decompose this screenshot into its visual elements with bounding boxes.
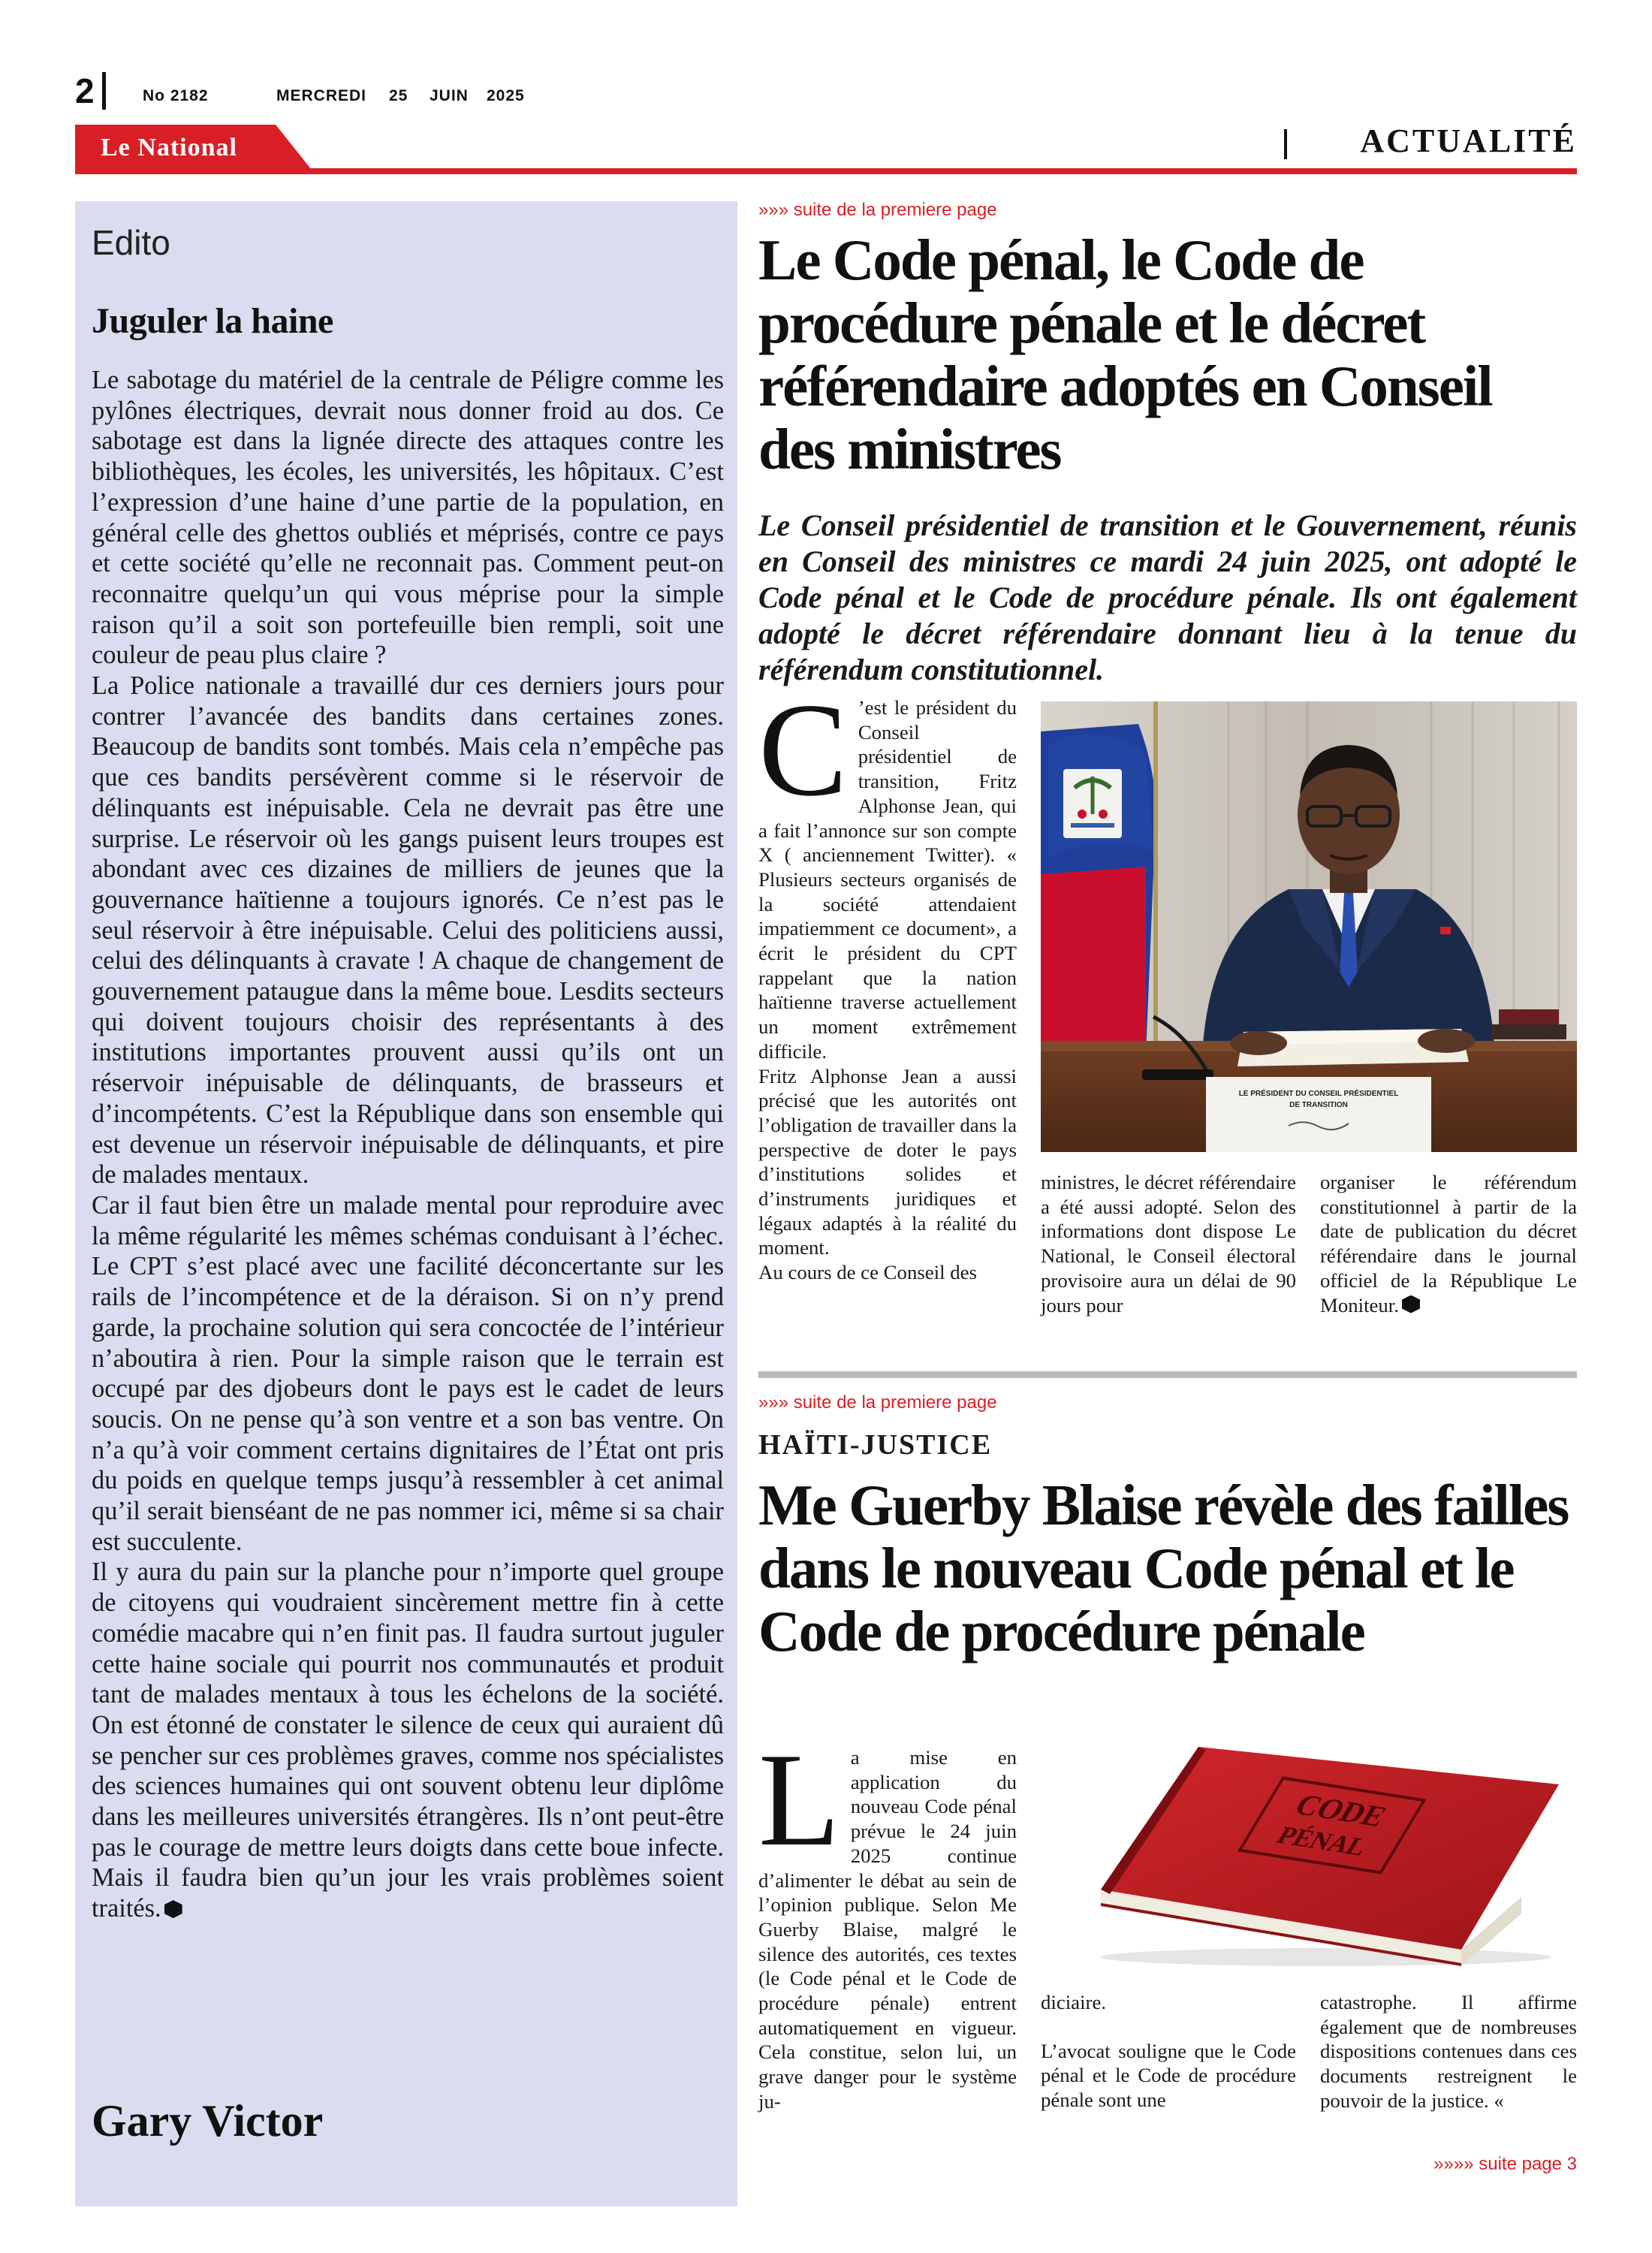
day: 25 (389, 87, 408, 104)
month: JUIN (430, 87, 469, 104)
continued-to-link[interactable]: »»»» suite page 3 (1433, 2154, 1577, 2174)
end-of-article-icon (164, 1900, 182, 1918)
header-rule (75, 168, 1577, 174)
article2-column-3: catastrophe. Il affirme également que de nombreuses dispositions contenues dans ces documents restreignent le pouvoir de la justice. « (1320, 1991, 1577, 2112)
book-title-line-1: CODE (1289, 1788, 1393, 1833)
article1-column-2: ministres, le décret référendaire a été aussi adopté. Selon des informations dont dispose Le National, le Conseil électoral provisoire aura un délai de 90 jours pour (1041, 1171, 1296, 1317)
president-photo (1041, 701, 1577, 1152)
article1-deck: Le Conseil présidentiel de transition et le Gouvernement, réunis en Conseil des ministres ce mardi 24 juin 2025, ont adopté le Code pénal et le Code de procédure pénale. Ils ont également adopté le décret référendaire donnant lieu à la tenue du référendum constitutionnel. (758, 508, 1577, 686)
editorial-last-text: Il y aura du pain sur la planche pour n’importe quel groupe de citoyens qui voudraient sincèrement mettre fin à cette comédie macabre qui n’en finit pas. Il faudra surtout juguler cette haine sociale qui pourrit nos communautés et produit tant de malades mentaux à tous les échelons de la société. On est étonné de constater le silence de ceux qui auraient dû se pencher sur ces problèmes graves, comme nos spécialistes des sciences humaines qui ont souvent obtenu leur diplôme dans les meilleures universités étrangères. Ils n’ont peut-être pas le courage de mettre leurs doigts dans cette boue infecte. Mais il faudra bien qu’un jour les vrais problèmes soient traités. (92, 1558, 724, 1923)
editorial-author: Gary Victor (92, 2096, 324, 2146)
article1-column-1 (758, 675, 1017, 1285)
article1-lead-text: ’est le président du Conseil présidentiel de transition, Fritz Alphonse Jean, qui a fait l’annonce sur son compte X ( anciennement Twitter). « Plusieurs secteurs organisés de la société attendaient impatiemment ce document», a écrit le président du CPT rappelant que la nation haïtienne traverse actuellement un moment extrêmement difficile. (758, 696, 1017, 1063)
book-title-line-2: PÉNAL (1271, 1820, 1373, 1862)
header-separator (102, 72, 106, 110)
editorial-body (92, 365, 724, 1924)
article2-lead-text: a mise en application du nouveau Code pénal prévue le 24 juin 2025 continue d’alimenter le débat au sein de l’opinion publique. Selon Me Guerby Blaise, malgré le silence des autorités, ces textes (le Code pénal et le Code de procédure pénale) entrent automatiquement en vigueur. Cela constitue, selon lui, un grave danger pour le système ju- (758, 1746, 1017, 2113)
editorial-title: Juguler la haine (92, 301, 333, 341)
book-illustration (1041, 1739, 1577, 1969)
article1-column-3 (1320, 1170, 1577, 1317)
editorial-paragraph: Car il faut bien être un malade mental pour reproduire avec la même régularité les mêmes schémas conduisant à l’échec. Le CPT s’est placé avec une facilité déconcertante sur les rails de l’incompétence et de la déraison. Si on n’y prend garde, la prochaine solution qui sera concoctée de l’intérieur n’aboutira à rien. Pour la simple raison que le terrain est occupé par des djobeurs dont le pays est le cadet de leurs soucis. On ne pense qu’à son ventre et a son bas ventre. On n’a qu’à voir comment certains dignitaires de l’État ont pris du poids en quelque temps jusqu’à ressembler à cet animal qu’il serait bienséant de ne pas nommer ici, même si sa chair est succulente. (92, 1190, 724, 1556)
year: 2025 (487, 87, 525, 104)
issue-number: No 2182 (143, 87, 209, 104)
nameplate-line-2: DE TRANSITION (1289, 1101, 1348, 1109)
editorial-paragraph: Le sabotage du matériel de la centrale de Péligre comme les pylônes électriques, devrait nous donner froid au dos. Ce sabotage est dans la lignée directe des attaques contre les bibliothèques, les écoles, les universités, les hôpitaux. C’est l’expression d’une haine d’une partie de la population, en général celle des ghettos oubliés et méprisés, contre ce pays et cette société qu’elle ne reconnait pas. Comment peut-on reconnaitre quelqu’un qui vous méprise pour la simple raison qu’il a soit son portefeuille bien rempli, soit une couleur de peau plus claire ? (92, 366, 724, 670)
article1-headline: Le Code pénal, le Code de procédure pénale et le décret référendaire adoptés en Conseil des ministres (758, 228, 1492, 481)
weekday: MERCREDI (276, 87, 367, 104)
article2-dropcap: L (758, 1725, 840, 1874)
brand-name: Le National (101, 134, 237, 161)
article1-paragraph: Au cours de ce Conseil des (758, 1261, 977, 1284)
section-label: ACTUALITÉ (1360, 122, 1577, 159)
article1-paragraph: Fritz Alphonse Jean a aussi précisé que les autorités ont l’obligation de travailler dans la perspective de doter le pays d’institutions solides et d’instruments juridiques et légaux adaptés à la réalité du moment. (758, 1064, 1017, 1259)
continued-from-link[interactable]: »»» suite de la premiere page (758, 200, 997, 220)
code-penal-book-image (1041, 1739, 1577, 1969)
president-illustration (1041, 701, 1577, 1152)
page-number: 2 (75, 71, 95, 110)
article2-paragraph: diciaire. (1041, 1991, 1107, 2013)
article-divider (758, 1371, 1577, 1378)
article2-rubric: HAÏTI-JUSTICE (758, 1429, 993, 1461)
continued-from-link[interactable]: »»» suite de la premiere page (758, 1392, 997, 1413)
section-separator (1284, 129, 1287, 159)
editorial-paragraph (92, 1557, 724, 1923)
article2-column-2 (1041, 1990, 1296, 2113)
nameplate-line-1: LE PRÉSIDENT DU CONSEIL PRÉSIDENTIEL (1238, 1090, 1399, 1098)
article2-headline: Me Guerby Blaise révèle des failles dans le nouveau Code pénal et le Code de procédure pénale (758, 1473, 1569, 1663)
article1-column-3-text: organiser le référendum constitutionnel à partir de la date de publication du décret référendaire dans le journal officiel de la République Le Moniteur. (1320, 1171, 1577, 1317)
editorial-kicker: Edito (92, 223, 170, 262)
article2-column-1 (758, 1725, 1017, 2114)
editorial-paragraph: La Police nationale a travaillé dur ces derniers jours pour contrer l’avancée des bandits dans certaines zones. Beaucoup de bandits sont tombés. Mais cela n’empêche pas que ces bandits persévèrent comme si le réservoir de délinquants est inépuisable. Cela ne devrait pas être une surprise. Le réservoir où les gangs puisent leurs troupes est abondant avec ces dizaines de milliers de jeunes que la gouvernance haïtienne a toujours ignorés. Ce n’est pas le seul réservoir à être inépuisable. Celui des politiciens aussi, celui des délinquants à cravate ! A chaque de changement de gouvernement pataugue dans la même boue. Lesdits secteurs qui doivent toujours choisir des représentants à des institutions importantes prouvent aussi qu’ils ont un réservoir inépuisable de délinquants, de brasseurs et d’incompétents. C’est la République dans son ensemble qui est devenue un réservoir inépuisable de délinquants, et pire de malades mentaux. (92, 671, 724, 1190)
end-of-article-icon (1402, 1295, 1420, 1313)
article1-dropcap: C (758, 675, 848, 824)
article2-paragraph: L’avocat souligne que le Code pénal et le Code de procédure pénale sont une (1041, 2039, 1296, 2112)
